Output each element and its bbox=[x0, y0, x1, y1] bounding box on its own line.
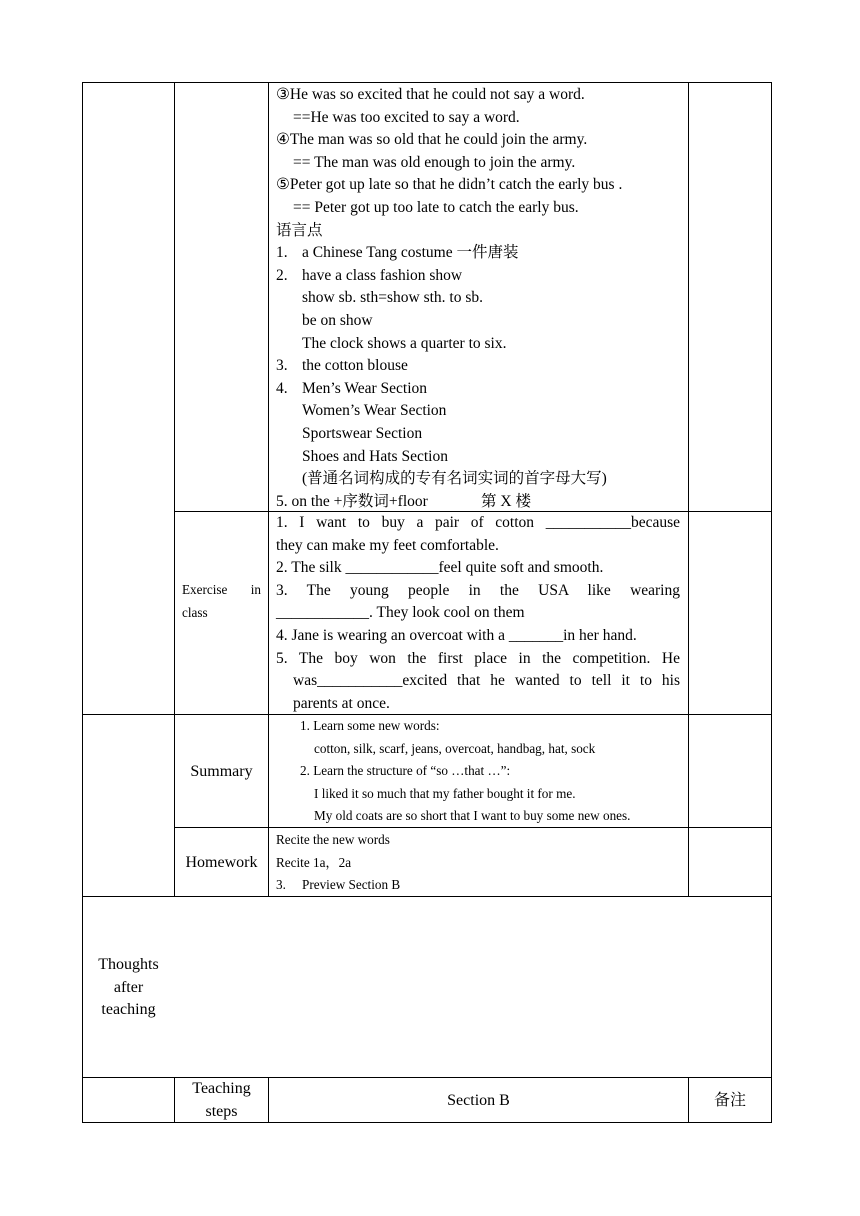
table-border-top bbox=[82, 82, 772, 83]
thoughts-label-line: after bbox=[113, 978, 144, 996]
content-line: Shoes and Hats Section bbox=[302, 447, 448, 465]
list-number: 1. bbox=[276, 244, 288, 262]
section-b-heading: Section B bbox=[447, 1092, 510, 1109]
exercise-line: 5. The boy won the first place in the competition. He bbox=[276, 649, 680, 667]
exercise-line: 1. I want to buy a pair of cotton ___________because bbox=[276, 514, 680, 531]
homework-label: Homework bbox=[185, 854, 258, 871]
list-text: 5. on the +序数词+floor bbox=[276, 492, 428, 510]
exercise-line: 2. The silk ____________feel quite soft and smooth. bbox=[276, 559, 604, 577]
content-line: The clock shows a quarter to six. bbox=[302, 334, 507, 352]
content-line: ⑤Peter got up late so that he didn’t catch the early bus . bbox=[276, 176, 623, 194]
exercise-line: parents at once. bbox=[293, 694, 390, 712]
exercise-label-word: class bbox=[182, 604, 208, 620]
list-number: 2. bbox=[276, 266, 288, 284]
list-text: 第 X 楼 bbox=[481, 492, 531, 510]
content-line: (普通名词构成的专有名词实词的首字母大写) bbox=[302, 470, 607, 488]
exercise-label-word: in bbox=[250, 582, 261, 597]
list-item bbox=[276, 242, 682, 265]
exercise-line: 3. The young people in the USA like wearing bbox=[276, 581, 680, 599]
content-line: Women’s Wear Section bbox=[302, 402, 447, 420]
summary-line: cotton, silk, scarf, jeans, overcoat, handbag, hat, sock bbox=[314, 740, 596, 756]
content-line: show sb. sth=show sth. to sb. bbox=[302, 289, 483, 307]
content-line: ④The man was so old that he could join the army. bbox=[276, 131, 588, 149]
list-text: Men’s Wear Section bbox=[302, 379, 428, 397]
list-text: have a class fashion show bbox=[302, 266, 463, 284]
summary-line: I liked it so much that my father bought it for me. bbox=[314, 785, 576, 801]
column-divider bbox=[268, 82, 269, 897]
homework-content bbox=[276, 829, 686, 897]
exercise-label bbox=[182, 579, 261, 624]
exercise-content bbox=[276, 512, 680, 715]
exercise-line: ____________. They look cool on them bbox=[276, 604, 525, 622]
list-item bbox=[276, 355, 682, 378]
content-line: be on show bbox=[302, 311, 373, 329]
list-item bbox=[276, 378, 682, 401]
list-text: a Chinese Tang costume 一件唐装 bbox=[302, 244, 519, 262]
exercise-label-word: Exercise bbox=[182, 582, 228, 597]
content-line: ==He was too excited to say a word. bbox=[293, 108, 520, 126]
summary-content bbox=[276, 715, 686, 828]
thoughts-label-line: teaching bbox=[101, 1001, 156, 1019]
exercise-line: was___________excited that he wanted to tell it to his bbox=[293, 672, 680, 690]
list-number: 3. bbox=[276, 357, 288, 375]
main-content-cell bbox=[276, 84, 682, 513]
notes-heading: 备注 bbox=[713, 1092, 746, 1109]
content-line: == The man was old enough to join the army. bbox=[293, 153, 576, 171]
list-number: 3. bbox=[276, 877, 286, 893]
summary-line: 2. Learn the structure of “so …that …”: bbox=[300, 763, 511, 779]
thoughts-content bbox=[175, 897, 771, 1077]
list-item bbox=[276, 265, 682, 288]
language-points-heading: 语言点 bbox=[276, 221, 323, 239]
table-border-right bbox=[771, 82, 772, 1123]
content-line: == Peter got up too late to catch the early bus. bbox=[293, 198, 579, 216]
list-text: the cotton blouse bbox=[302, 357, 408, 375]
thoughts-label-line: Thoughts bbox=[98, 956, 159, 973]
content-line: ③He was so excited that he could not say a word. bbox=[276, 86, 585, 103]
content-line: Sportswear Section bbox=[302, 424, 423, 442]
list-text: Preview Section B bbox=[302, 877, 401, 893]
summary-line: 1. Learn some new words: bbox=[300, 718, 440, 733]
list-number: 4. bbox=[276, 379, 288, 397]
list-item bbox=[276, 491, 682, 514]
homework-line bbox=[276, 874, 686, 897]
summary-line: My old coats are so short that I want to buy some new ones. bbox=[314, 808, 631, 824]
teaching-steps-line: steps bbox=[205, 1102, 238, 1120]
exercise-line: they can make my feet comfortable. bbox=[276, 536, 499, 554]
homework-line: Recite 1a，2a bbox=[276, 854, 352, 870]
summary-label: Summary bbox=[190, 763, 253, 780]
column-divider bbox=[688, 82, 689, 897]
homework-line: Recite the new words bbox=[276, 832, 390, 847]
teaching-steps-line: Teaching bbox=[192, 1080, 251, 1097]
exercise-line: 4. Jane is wearing an overcoat with a _______in her hand. bbox=[276, 626, 637, 644]
thoughts-label bbox=[83, 954, 174, 1022]
teaching-steps-label bbox=[175, 1078, 268, 1123]
